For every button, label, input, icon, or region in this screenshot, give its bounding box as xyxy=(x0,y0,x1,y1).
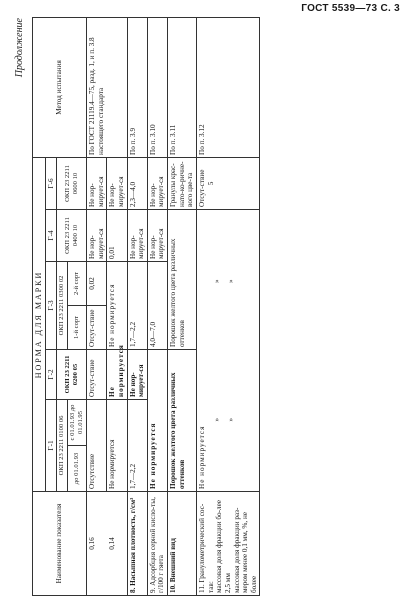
okp-g4: ОКП 23 2211 0400 10 xyxy=(57,210,87,262)
header-indicator-name: Наименование показателя xyxy=(33,492,87,596)
norms-table xyxy=(32,17,260,596)
okp-g6: ОКП 23 2211 0600 10 xyxy=(57,157,87,209)
okp-g3: ОКП 23 2211 0300 02 xyxy=(57,262,68,350)
mark-g2: Г-2 xyxy=(45,350,57,400)
header-test-method: Метод испытания xyxy=(33,17,87,157)
g3-subcol-second: 2-й сорт xyxy=(68,262,87,306)
table-row: 9. Адсорбция серной кисло-ты, г/100 г гяета Не нормируется 4,0—7,0 Не нор-мирует-ся Не нор-мирует-ся По п. 3.10 xyxy=(147,17,167,595)
table-row: 8. Насыпная плотность, г/см³ 1,7—2,2 Не нор-мирует-ся 1,7—2,2 Не нор-мирует-ся 2,3—4,0 По п. 3.9 xyxy=(127,17,147,595)
mark-g1: Г-1 xyxy=(45,400,57,492)
mark-g3: Г-3 xyxy=(45,262,57,350)
continuation-label: Продолжение xyxy=(14,18,25,78)
table-row: 10. Внешний вид Порошок желтого цвета различных оттенков Порошок желтого цвета различных оттенков Гранулы крас-нато-ко-ричне-вого цве-та По п. 3.11 xyxy=(168,17,197,595)
rotated-page xyxy=(14,16,402,596)
g1-subcol-a: до 01.01.93 xyxy=(68,446,87,492)
okp-g2: ОКП 23 2211 0200 05 xyxy=(57,350,87,400)
table-row: 0,16 Отсутствие Отсут-ствие Отсут-ствие 0,02 Не нор-мирует-ся Не нор-мирует-ся По ГОСТ 21119.4—75, разд. 1, и п. 3.8 настоящего стандарта xyxy=(86,17,106,595)
okp-g1: ОКП 23 2211 0100 06 xyxy=(57,400,68,492)
header-norma: НОРМА ДЛЯ МАРКИ xyxy=(33,157,46,491)
mark-g4: Г-4 xyxy=(45,210,57,262)
table-row: 0,14 Не нормируется Не нормируется Не нормируется 0,01 Не нор-мирует-ся xyxy=(107,17,127,595)
gost-page-header: ГОСТ 5539—73 С. 3 xyxy=(301,3,400,14)
g1-subcol-b: с 01.01.93 до 01.01.95 xyxy=(68,400,87,446)
table-row: 11. Гранулометрический сос-тав: массовая доля фракции бо-лее 2,5 мм массовая доля фракции раз-мером менее 0,1 мм, %, не более Не нормируется » » » » Отсут-ствие 5 По п. 3.12 xyxy=(197,17,260,595)
mark-g6: Г-6 xyxy=(45,157,57,209)
g3-subcol-first: 1-й сорт xyxy=(68,306,87,350)
